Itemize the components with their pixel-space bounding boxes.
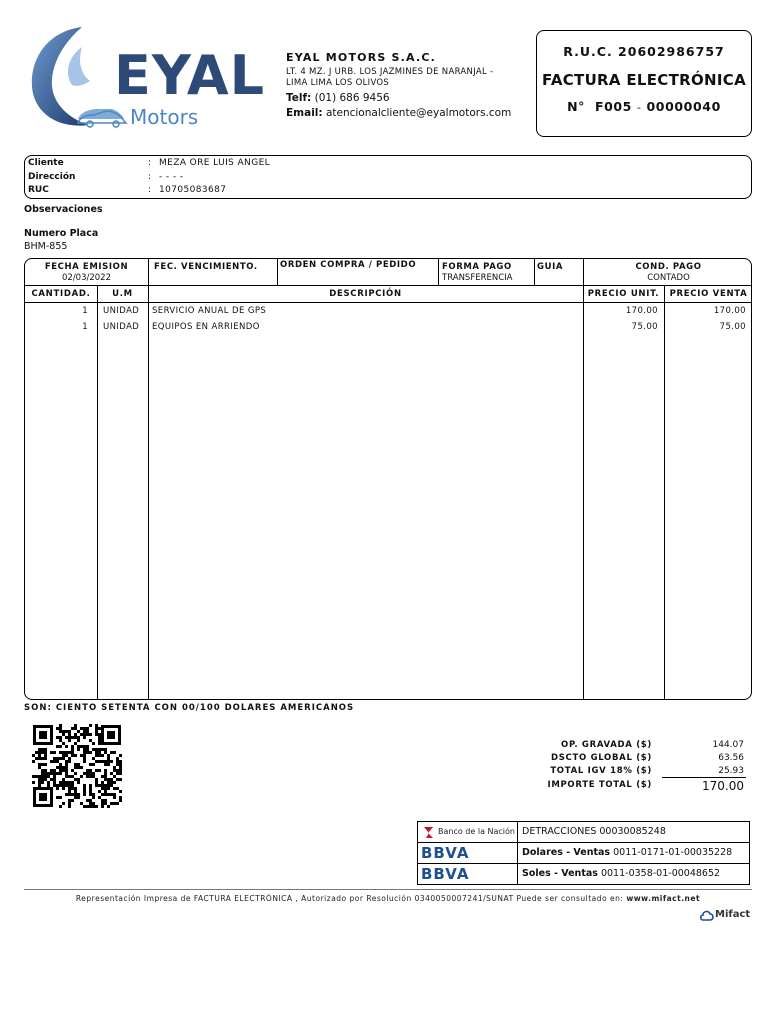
amount-in-words: SON: CIENTO SETENTA CON 00/100 DOLARES AMERICANOS bbox=[24, 703, 355, 713]
soles-account: 0011-0358-01-00048652 bbox=[600, 868, 721, 879]
invoice-number bbox=[537, 99, 751, 114]
divider bbox=[664, 285, 665, 700]
company-name: EYAL MOTORS S.A.C. bbox=[286, 51, 437, 64]
bbva-logo bbox=[418, 864, 518, 885]
payment-condition-label: COND. PAGO bbox=[635, 262, 702, 272]
order-label: ORDEN COMPRA / PEDIDO bbox=[280, 260, 417, 270]
logo-wordmark: EYAL bbox=[114, 44, 266, 107]
col-description: DESCRIPCIÓN bbox=[329, 289, 402, 299]
phone-label: Telf: bbox=[286, 92, 312, 104]
invoice-series: F005 bbox=[594, 99, 632, 114]
divider bbox=[277, 259, 278, 285]
client-box bbox=[24, 155, 752, 199]
email-label: Email: bbox=[286, 107, 323, 119]
payment-form-cell bbox=[442, 262, 512, 283]
ruc-label: RUC bbox=[28, 185, 49, 195]
issue-date-label: FECHA EMISION bbox=[44, 262, 129, 272]
issue-date-cell bbox=[25, 262, 148, 283]
payment-form-value: TRANSFERENCIA bbox=[442, 272, 513, 283]
igv-value: 25.93 bbox=[718, 766, 744, 776]
total-value: 170.00 bbox=[702, 779, 744, 793]
company-address-line-2: LIMA LIMA LOS OLIVOS bbox=[286, 78, 390, 88]
guide-label: GUIA bbox=[537, 262, 564, 272]
total-divider bbox=[662, 777, 746, 778]
divider bbox=[438, 259, 439, 285]
invoice-number-dash: - bbox=[636, 101, 642, 114]
phone-value: (01) 686 9456 bbox=[314, 92, 390, 104]
row-quantity: 1 bbox=[82, 306, 88, 316]
col-unit-price: PRECIO UNIT. bbox=[587, 289, 660, 299]
plate-label: Numero Placa bbox=[24, 228, 99, 239]
mifact-brand: Mifact bbox=[715, 909, 751, 920]
colon: : bbox=[148, 185, 152, 195]
address-value: - - - - bbox=[159, 172, 184, 182]
col-unit: U.M bbox=[112, 289, 133, 299]
divider bbox=[25, 302, 752, 303]
mifact-logo bbox=[700, 908, 752, 922]
divider bbox=[583, 285, 584, 700]
observations-label: Observaciones bbox=[24, 204, 103, 215]
divider bbox=[97, 285, 98, 700]
invoice-id-box bbox=[536, 30, 752, 137]
divider bbox=[583, 259, 584, 285]
footer-divider bbox=[24, 889, 752, 890]
dolares-account: 0011-0171-01-00035228 bbox=[613, 847, 733, 858]
company-info bbox=[286, 50, 532, 121]
qr-code bbox=[32, 724, 122, 808]
colon: : bbox=[148, 172, 152, 182]
row-unit-price: 75.00 bbox=[631, 322, 658, 332]
row-unit: UNIDAD bbox=[103, 306, 140, 316]
colon: : bbox=[148, 158, 152, 168]
payment-form-label: FORMA PAGO bbox=[442, 262, 512, 272]
row-quantity: 1 bbox=[82, 322, 88, 332]
company-phone bbox=[286, 91, 532, 106]
detracciones-text: DETRACCIONES 00030085248 bbox=[522, 826, 666, 837]
issue-date-value: 02/03/2022 bbox=[62, 272, 111, 283]
due-date-label: FEC. VENCIMIENTO. bbox=[154, 262, 258, 272]
footer-text: Representación Impresa de FACTURA ELECTRÓNICA , Autorizado por Resolución 0340050007241/SUNAT Puede ser consultado en: bbox=[75, 894, 624, 903]
company-logo bbox=[24, 17, 272, 147]
bbva-logo-text: BBVA bbox=[421, 865, 470, 883]
banco-nacion-logo bbox=[418, 822, 518, 843]
address-label: Dirección bbox=[28, 172, 76, 182]
invoice-number-label: N° bbox=[567, 99, 586, 114]
op-gravada-value: 144.07 bbox=[712, 740, 744, 750]
guide-cell bbox=[537, 262, 563, 273]
row-unit: UNIDAD bbox=[103, 322, 140, 332]
bank-accounts-table bbox=[417, 821, 750, 885]
divider bbox=[25, 285, 752, 286]
dolares-text bbox=[522, 847, 732, 859]
soles-text bbox=[522, 868, 720, 880]
invoice-correlative: 00000040 bbox=[646, 99, 721, 114]
divider bbox=[148, 285, 149, 700]
divider bbox=[148, 259, 149, 285]
bbva-logo-text: BBVA bbox=[421, 844, 470, 862]
logo-subtitle: Motors bbox=[130, 105, 199, 129]
payment-condition-cell bbox=[584, 262, 752, 283]
row-unit-price: 170.00 bbox=[625, 306, 658, 316]
total-label: IMPORTE TOTAL ($) bbox=[547, 780, 652, 790]
ruc-number: R.U.C. 20602986757 bbox=[563, 44, 725, 59]
car-icon bbox=[76, 107, 128, 129]
row-sale-price: 75.00 bbox=[719, 322, 746, 332]
dolares-label: Dolares - Ventas bbox=[522, 847, 611, 858]
banco-nacion-icon bbox=[422, 825, 436, 840]
company-email bbox=[286, 106, 532, 121]
bank-row-detracciones bbox=[418, 822, 749, 843]
footer-legal-text bbox=[24, 893, 752, 904]
soles-label: Soles - Ventas bbox=[522, 868, 598, 879]
due-date-cell bbox=[154, 262, 258, 273]
col-quantity: CANTIDAD. bbox=[31, 289, 91, 299]
col-sale-price: PRECIO VENTA bbox=[669, 289, 748, 299]
footer-link[interactable]: www.mifact.net bbox=[626, 894, 701, 903]
client-label: Cliente bbox=[28, 158, 64, 168]
email-value: atencionalcliente@eyalmotors.com bbox=[325, 107, 512, 119]
ruc-value: 10705083687 bbox=[159, 185, 227, 195]
row-sale-price: 170.00 bbox=[713, 306, 746, 316]
row-description: EQUIPOS EN ARRIENDO bbox=[152, 322, 260, 332]
company-address-line-1: LT. 4 MZ. J URB. LOS JAZMINES DE NARANJAL - bbox=[286, 67, 494, 77]
bank-row-dolares bbox=[418, 843, 749, 864]
divider bbox=[534, 259, 535, 285]
invoice-title: FACTURA ELECTRÓNICA bbox=[542, 71, 746, 89]
banco-nacion-name: Banco de la Nación bbox=[438, 827, 515, 836]
cloud-icon bbox=[700, 909, 714, 921]
row-description: SERVICIO ANUAL DE GPS bbox=[152, 306, 267, 316]
plate-value: BHM-855 bbox=[24, 241, 68, 252]
igv-label: TOTAL IGV 18% ($) bbox=[550, 766, 652, 776]
payment-condition-value: CONTADO bbox=[647, 272, 690, 283]
bank-row-soles bbox=[418, 864, 749, 885]
order-cell bbox=[280, 260, 416, 271]
invoice-items-table bbox=[24, 258, 752, 700]
discount-value: 63.56 bbox=[718, 753, 744, 763]
op-gravada-label: OP. GRAVADA ($) bbox=[561, 740, 652, 750]
client-value: MEZA ORE LUIS ANGEL bbox=[159, 158, 271, 168]
discount-label: DSCTO GLOBAL ($) bbox=[550, 753, 652, 763]
bbva-logo bbox=[418, 843, 518, 864]
